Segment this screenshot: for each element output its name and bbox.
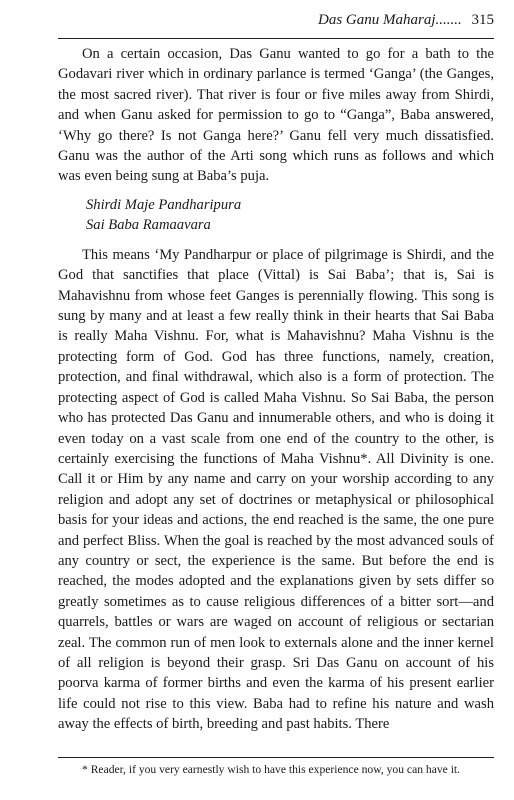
footnote: * Reader, if you very earnestly wish to have this experience now, you can have it. xyxy=(82,763,461,776)
running-header xyxy=(58,12,494,39)
verse-line-1: Shirdi Maje Pandharipura xyxy=(86,196,242,213)
running-title: Das Ganu Maharaj....... xyxy=(317,12,462,28)
page-number: 315 xyxy=(471,12,494,28)
paragraph-2: This means ‘My Pandharpur or place of pilgrimage is Shirdi, and the God that sanctifies that place (Vittal) is Sai Baba’; that is, Sai is Mahavishnu from whose feet Ganges is perennially flowing. This song is sung by many and at least a few really think in their hearts that Sai Baba is really Maha Vishnu. For, what is Mahavishnu? Maha Vishnu is the protecting form of God. God has three functions, namely, creation, protection, and final withdrawal, which also is a form of protection. The protecting aspect of God is called Maha Vishnu. So Sai Baba, the person who has protected Das Ganu and innumerable others, and who is doing it even today on a vast scale from one end of the country to the other, is certainly exercising the functions of Maha Vishnu*. All Divinity is one. Call it or Him by any name and carry on your worship according to any religion and adopt any set of doctrines or metaphysical or philosophical basis for your ideas and actions, the end reached is the same, the one pure and perfect Bliss. When the goal is reached by the most advanced souls of any country or sect, the experience is the same. But before the end is reached, the modes adopted and the explanations given by sets differ so greatly sometimes as to cause religious differences of a bitter sort—and quarrels, battles or wars are waged on account of religious or sectarian zeal. The common run of men look to externals alone and the inner kernel of all religion is beyond their grasp. Sri Das Ganu on account of his poorva karma of former births and even the karma of his present earlier life could not rise to this view. Baba had to refine his nature and wash away the effects of birth, breeding and past habits. There xyxy=(58,246,494,733)
verse-line-2: Sai Baba Ramaavara xyxy=(86,216,211,233)
body-text xyxy=(58,44,494,735)
footnote-divider xyxy=(58,757,494,758)
paragraph-1: On a certain occasion, Das Ganu wanted to go for a bath to the Godavari river which in ordinary parlance is termed ‘Ganga’ (the Ganges, the most sacred river). That river is four or five miles away from Shirdi, and when Ganu asked for permission to go to “Ganga”, Baba answered, ‘Why go there? Is not Ganga here?’ Ganu fell very much dissatisfied. Ganu was the author of the Arti song which runs as follows and which was even being sung at Baba’s puja. xyxy=(58,46,494,185)
verse-block xyxy=(86,195,494,235)
